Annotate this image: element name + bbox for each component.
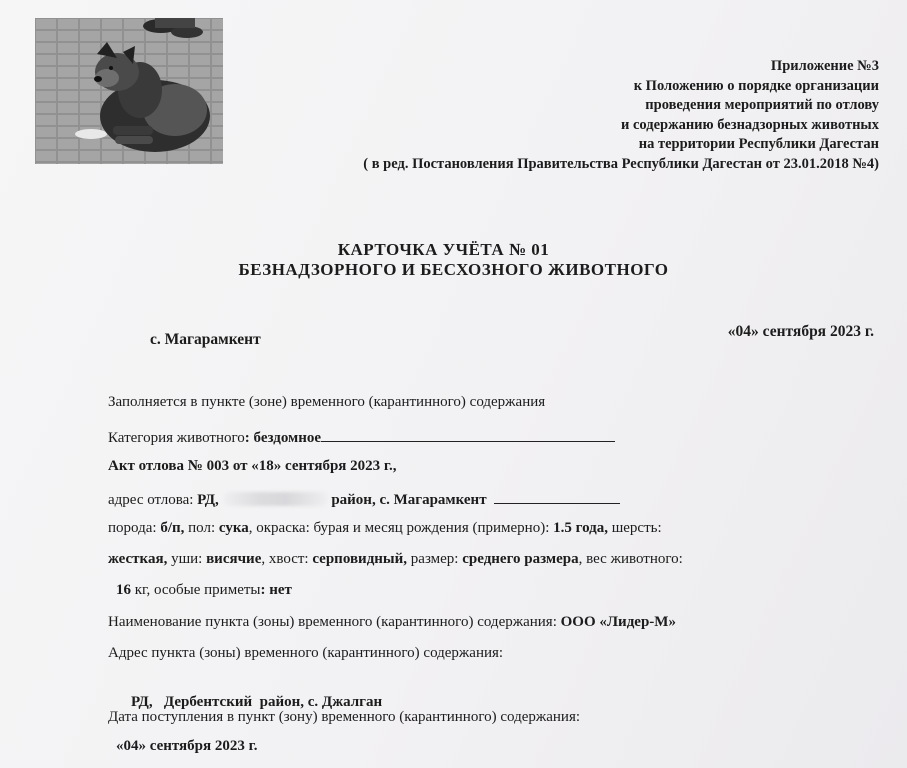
act-line (108, 458, 397, 475)
breed-label: порода: (108, 520, 157, 536)
breed-line (108, 520, 662, 537)
act-text: Акт отлова № 003 от «18» сентября 2023 г., (108, 458, 397, 474)
ears-value: висячие (206, 551, 262, 567)
size-label: размер: (410, 551, 459, 567)
appendix-line: и содержанию безнадзорных животных (620, 116, 879, 133)
dog-photo (35, 18, 223, 164)
marks-value: : нет (260, 582, 292, 598)
category-label: Категория животного (108, 430, 245, 446)
point-address-value: РД, Дербентский район, с. Джалган (131, 694, 383, 710)
tail-value: серповидный, (312, 551, 408, 567)
sex-label: пол: (188, 520, 216, 536)
blank-line (494, 489, 620, 504)
appendix-line: Приложение №3 (770, 58, 879, 74)
point-name-line (108, 614, 676, 631)
traits-line (108, 551, 683, 568)
card-subtitle: БЕЗНАДЗОРНОГО И БЕСХОЗНОГО ЖИВОТНОГО (238, 260, 669, 279)
appendix-line: ( в ред. Постановления Правительства Республики Дагестан от 23.01.2018 №4) (363, 155, 879, 172)
appendix-block (363, 57, 879, 174)
point-address-label: Адрес пункта (зоны) временного (карантинного) содержания: (108, 645, 504, 661)
coat-label: шерсть: (611, 520, 662, 536)
category-line: Категория животного: бездомное (108, 427, 615, 447)
address-region: РД, (197, 492, 219, 508)
address-label: адрес отлова: (108, 492, 194, 508)
arrival-value: «04» сентября 2023 г. (116, 738, 258, 754)
card-title: КАРТОЧКА УЧЁТА № 01 (337, 240, 550, 259)
sex-value: сука (218, 520, 249, 536)
arrival-line (108, 709, 580, 726)
address-rest: район, с. Магарамкент (331, 492, 487, 508)
document-date: «04» сентября 2023 г. (727, 323, 874, 340)
age-value: 1.5 года, (553, 520, 608, 536)
tail-label: , хвост: (261, 551, 309, 567)
appendix-line: к Положению о порядке организации (633, 77, 879, 94)
size-value: среднего размера (462, 551, 579, 567)
weight-value: 16 (116, 582, 131, 598)
appendix-line: проведения мероприятий по отлову (645, 97, 879, 113)
weight-label: , вес животного: (578, 551, 683, 567)
point-name-label: Наименование пункта (зоны) временного (карантинного) содержания: (108, 614, 557, 630)
appendix-line: на территории Республики Дагестан (638, 136, 879, 152)
coat-value: жесткая, (108, 551, 168, 567)
weight-line (116, 582, 292, 599)
point-name-value: ООО «Лидер-М» (560, 614, 676, 630)
address-line (108, 489, 620, 509)
breed-value: б/п, (160, 520, 185, 536)
arrival-label: Дата поступления в пункт (зону) временного (карантинного) содержания: (108, 709, 581, 725)
filled-in-line (108, 394, 545, 411)
weight-unit: кг, особые приметы (134, 582, 261, 598)
place-name: с. Магарамкент (150, 331, 261, 348)
color-text: , окраска: бурая и месяц рождения (примерно): (248, 520, 550, 536)
blank-line (321, 427, 615, 442)
redacted-area (223, 492, 328, 506)
point-address-line (108, 645, 503, 662)
ears-label: уши: (171, 551, 203, 567)
arrival-value-line (116, 738, 258, 755)
category-value: бездомное (253, 430, 322, 446)
filled-in-text: Заполняется в пункте (зоне) временного (карантинного) содержания (108, 394, 546, 410)
